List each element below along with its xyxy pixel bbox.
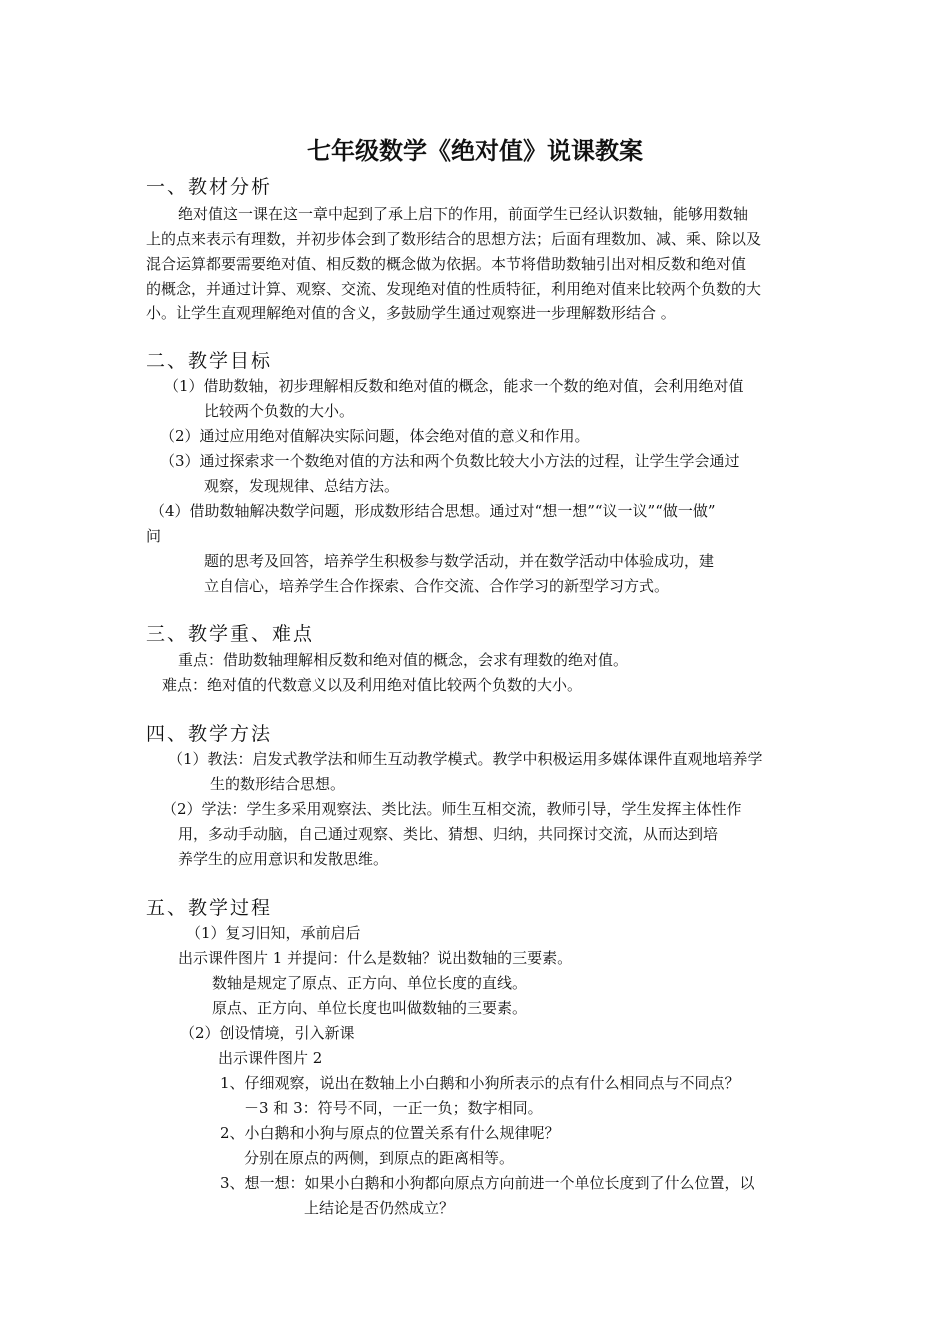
section-heading-2: 二、教学目标 bbox=[146, 350, 273, 372]
paragraph-line: 小。让学生直观理解绝对值的含义，多鼓励学生通过观察进一步理解数形结合 。 bbox=[146, 304, 676, 322]
list-item-continuation: 分别在原点的两侧，到原点的距离相等。 bbox=[244, 1149, 515, 1167]
list-item: （2）通过应用绝对值解决实际问题，体会绝对值的意义和作用。 bbox=[160, 427, 590, 445]
section-heading-1: 一、教材分析 bbox=[146, 176, 273, 198]
list-item: 2、小白鹅和小狗与原点的位置关系有什么规律呢？ bbox=[220, 1124, 560, 1142]
paragraph-line: 重点：借助数轴理解相反数和绝对值的概念，会求有理数的绝对值。 bbox=[178, 651, 629, 669]
paragraph-line: 难点：绝对值的代数意义以及利用绝对值比较两个负数的大小。 bbox=[162, 676, 583, 694]
paragraph-line: 原点、正方向、单位长度也叫做数轴的三要素。 bbox=[212, 999, 528, 1017]
list-item-continuation: 比较两个负数的大小。 bbox=[204, 402, 355, 420]
list-item-continuation: 立自信心，培养学生合作探索、合作交流、合作学习的新型学习方式。 bbox=[204, 577, 670, 595]
paragraph-line: （1）复习旧知，承前启后 bbox=[186, 924, 361, 942]
list-item-continuation: 问 bbox=[146, 527, 162, 545]
page-title: 七年级数学《绝对值》说课教案 bbox=[307, 136, 643, 165]
paragraph-line: 出示课件图片 1 并提问：什么是数轴？说出数轴的三要素。 bbox=[178, 949, 573, 967]
paragraph-line: 出示课件图片 2 bbox=[218, 1049, 323, 1067]
list-item-continuation: 生的数形结合思想。 bbox=[210, 775, 346, 793]
list-item: （4）借助数轴解决数学问题，形成数形结合思想。通过对“想一想”“议一议”“做一做” bbox=[150, 502, 716, 520]
list-item: 3、想一想：如果小白鹅和小狗都向原点方向前进一个单位长度到了什么位置，以 bbox=[220, 1174, 755, 1192]
list-item: 1、仔细观察，说出在数轴上小白鹅和小狗所表示的点有什么相同点与不同点？ bbox=[220, 1074, 740, 1092]
list-item-continuation: 上结论是否仍然成立？ bbox=[304, 1199, 455, 1217]
section-heading-4: 四、教学方法 bbox=[146, 723, 273, 745]
paragraph-line: （2）创设情境，引入新课 bbox=[180, 1024, 355, 1042]
paragraph-line: 的概念，并通过计算、观察、交流、发现绝对值的性质特征，利用绝对值来比较两个负数的大 bbox=[146, 280, 762, 298]
list-item: （1）教法：启发式教学法和师生互动教学模式。教学中积极运用多媒体课件直观地培养学 bbox=[168, 750, 763, 768]
list-item-continuation: 用，多动手动脑，自己通过观察、类比、猜想、归纳，共同探讨交流，从而达到培 bbox=[178, 825, 719, 843]
section-heading-3: 三、教学重、难点 bbox=[146, 623, 315, 645]
paragraph-line: 数轴是规定了原点、正方向、单位长度的直线。 bbox=[212, 974, 528, 992]
list-item-continuation: 观察，发现规律、总结方法。 bbox=[204, 477, 400, 495]
paragraph-line: 绝对值这一课在这一章中起到了承上启下的作用，前面学生已经认识数轴，能够用数轴 bbox=[178, 205, 749, 223]
paragraph-line: 上的点来表示有理数，并初步体会到了数形结合的思想方法；后面有理数加、减、乘、除以及 bbox=[146, 230, 762, 248]
list-item-continuation: 题的思考及回答，培养学生积极参与数学活动，并在数学活动中体验成功，建 bbox=[204, 552, 715, 570]
list-item-continuation: －3 和 3：符号不同，一正一负；数字相同。 bbox=[244, 1099, 543, 1117]
list-item-continuation: 养学生的应用意识和发散思维。 bbox=[178, 850, 389, 868]
section-heading-5: 五、教学过程 bbox=[146, 897, 273, 919]
paragraph-line: 混合运算都要需要绝对值、相反数的概念做为依据。本节将借助数轴引出对相反数和绝对值 bbox=[146, 255, 747, 273]
list-item: （3）通过探索求一个数绝对值的方法和两个负数比较大小方法的过程，让学生学会通过 bbox=[160, 452, 740, 470]
list-item: （2）学法：学生多采用观察法、类比法。师生互相交流，教师引导，学生发挥主体性作 bbox=[162, 800, 742, 818]
list-item: （1）借助数轴，初步理解相反数和绝对值的概念，能求一个数的绝对值，会利用绝对值 bbox=[164, 377, 744, 395]
